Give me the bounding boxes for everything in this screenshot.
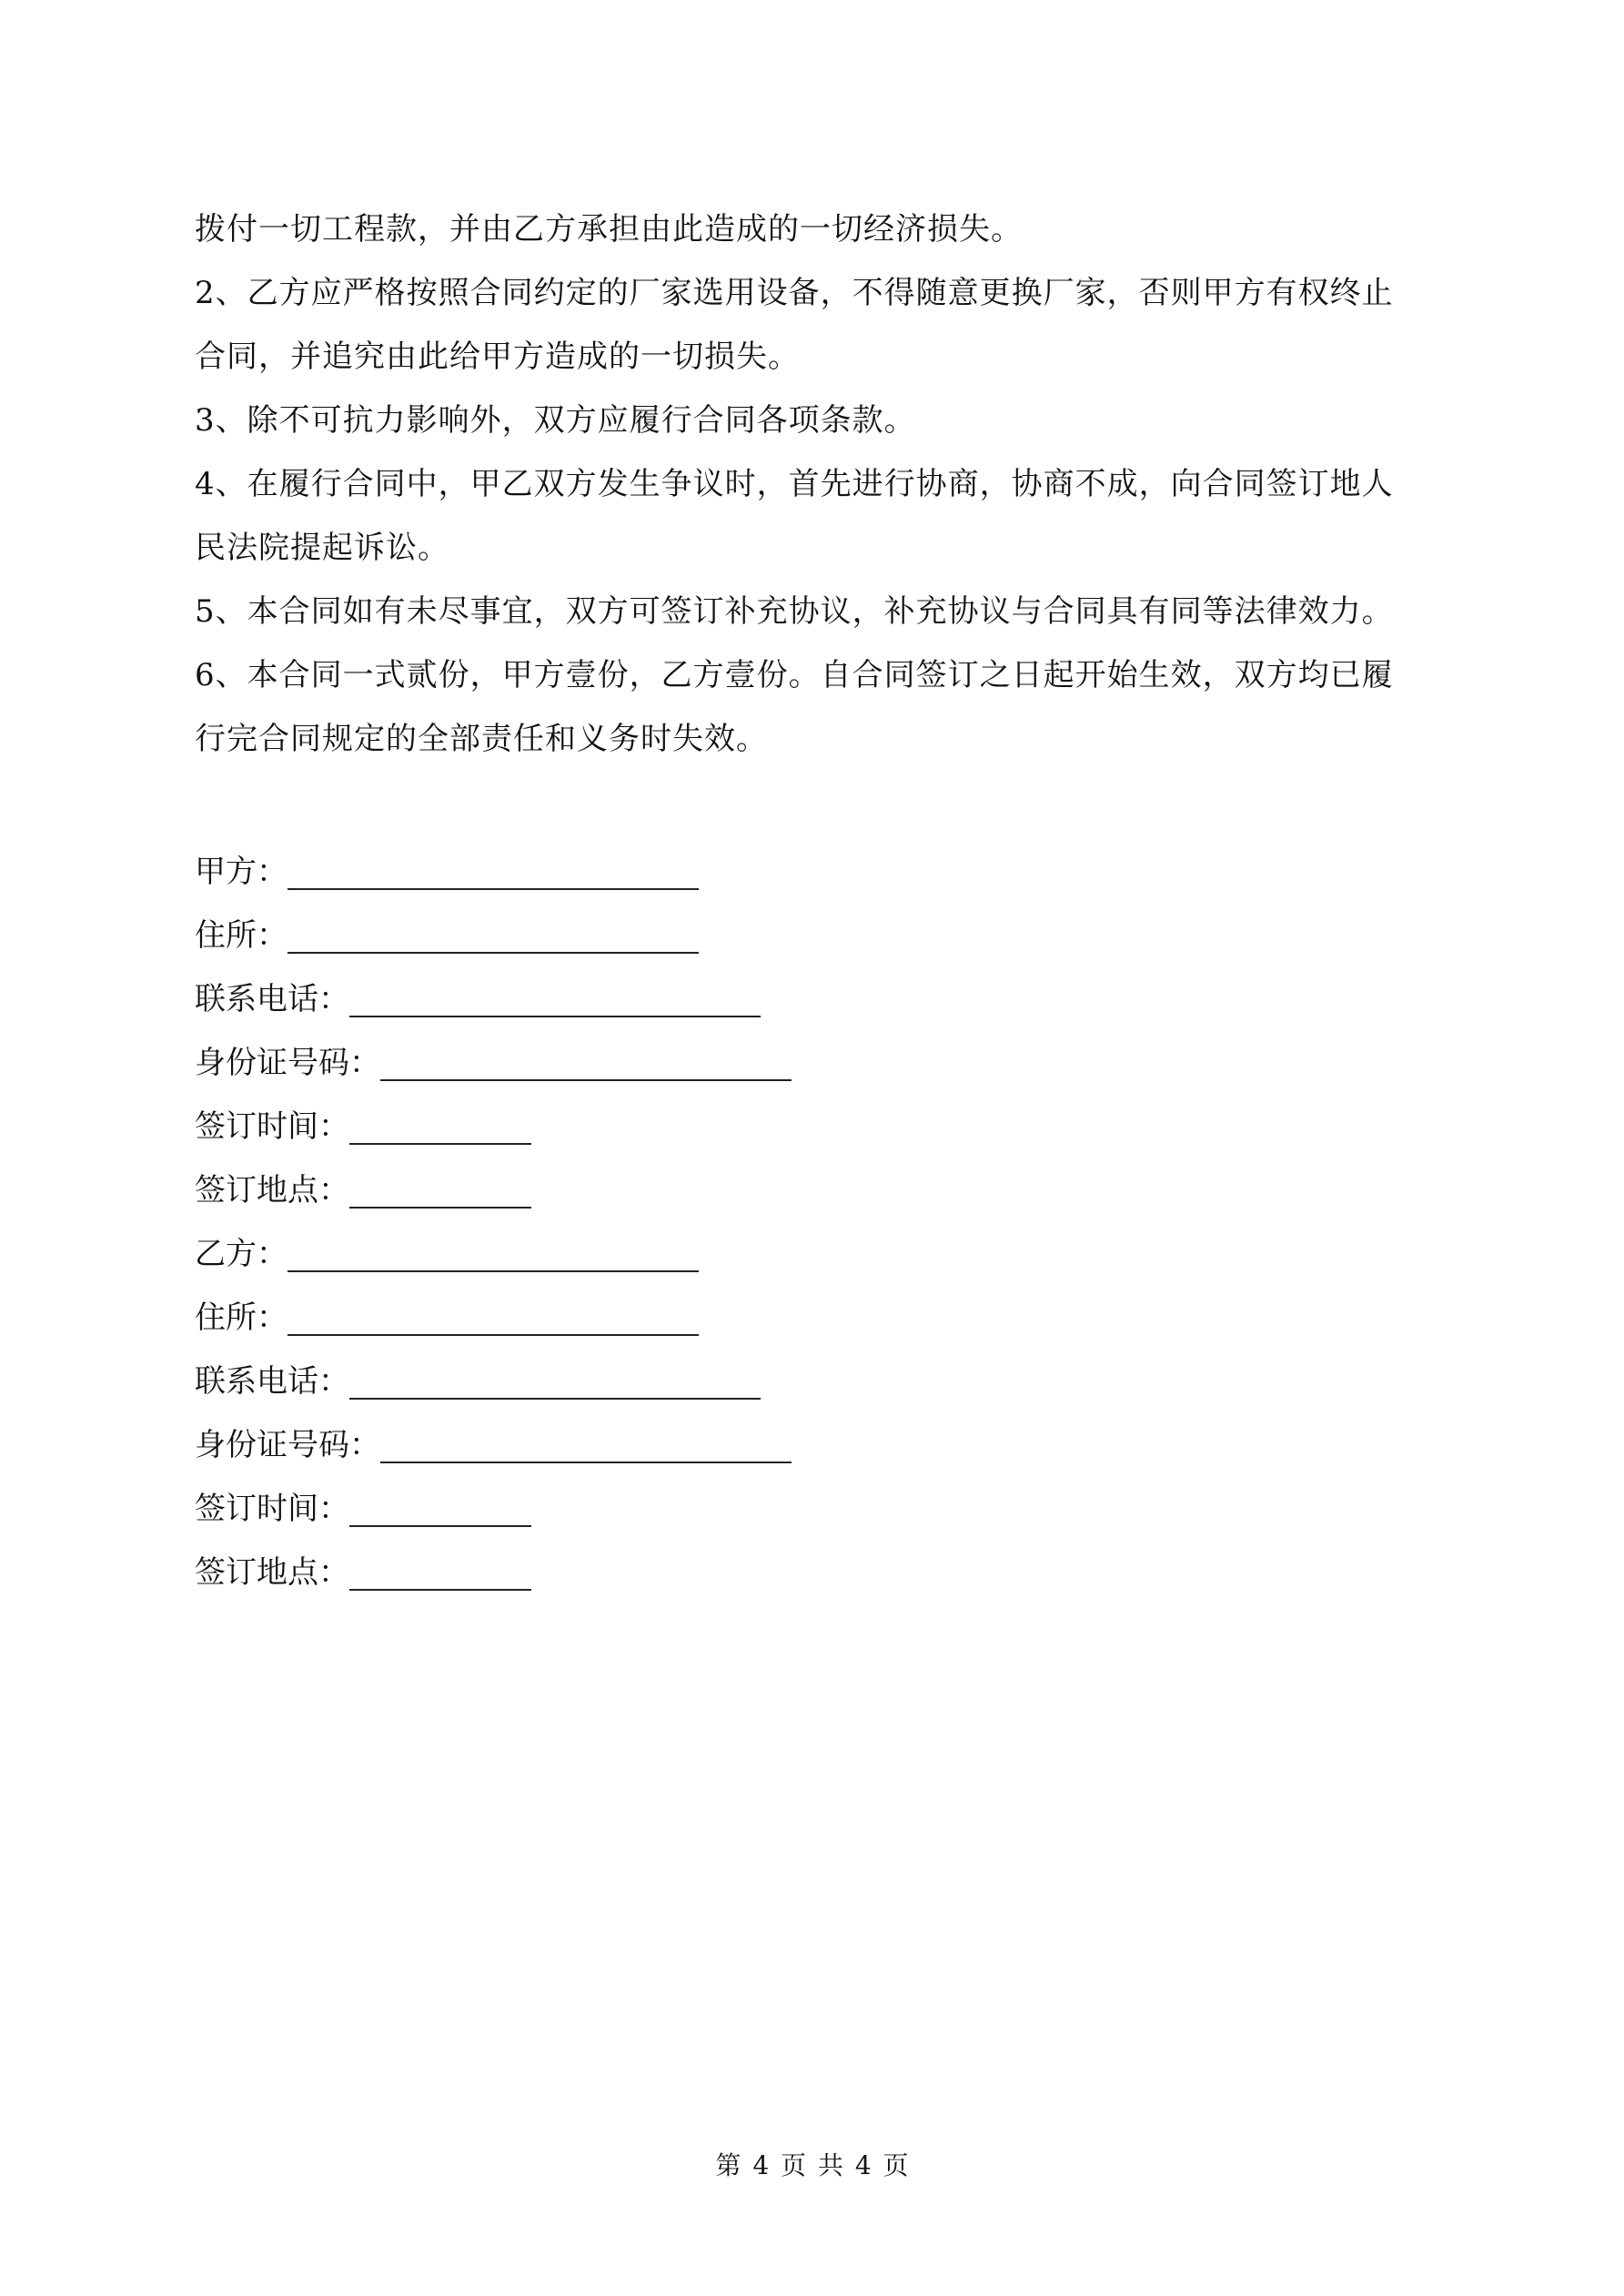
party-b-sign-time-field (195, 1491, 531, 1527)
party-a-phone-label: 联系电话： (195, 981, 349, 1017)
party-a-id-field (195, 1045, 792, 1081)
party-a-phone-blank[interactable] (349, 986, 761, 1017)
party-b-phone-label: 联系电话： (195, 1363, 349, 1400)
clause-2-line-2: 合同，并追究由此给甲方造成的一切损失。 (195, 339, 800, 375)
party-b-name-blank[interactable] (287, 1241, 699, 1272)
body-line-1: 拨付一切工程款，并由乙方承担由此造成的一切经济损失。 (195, 211, 1023, 248)
party-a-name-blank[interactable] (287, 859, 699, 890)
clause-6-line-2: 行完合同规定的全部责任和义务时失效。 (195, 721, 768, 757)
party-b-phone-field (195, 1363, 761, 1400)
party-b-id-label: 身份证号码： (195, 1427, 380, 1463)
party-b-name-field (195, 1236, 699, 1272)
party-a-phone-field (195, 981, 761, 1017)
party-a-sign-place-label: 签订地点： (195, 1172, 349, 1209)
clause-3-line-1: 3、除不可抗力影响外，双方应履行合同各项条款。 (195, 402, 916, 439)
party-b-id-blank[interactable] (380, 1432, 792, 1463)
party-a-sign-place-blank[interactable] (349, 1178, 531, 1209)
clause-4-line-1: 4、在履行合同中，甲乙双方发生争议时，首先进行协商，协商不成，向合同签订地人 (195, 466, 1394, 502)
party-a-sign-time-blank[interactable] (349, 1114, 531, 1145)
clause-2-line-1: 2、乙方应严格按照合同约定的厂家选用设备，不得随意更换厂家，否则甲方有权终止 (195, 275, 1394, 311)
party-b-id-field (195, 1427, 792, 1463)
party-b-sign-time-blank[interactable] (349, 1496, 531, 1527)
page-number-footer: 第 4 页 共 4 页 (715, 2150, 909, 2180)
party-b-sign-place-label: 签订地点： (195, 1554, 349, 1591)
party-b-address-field (195, 1300, 699, 1336)
party-a-address-label: 住所： (195, 917, 287, 954)
party-a-sign-time-field (195, 1108, 531, 1145)
clause-6-line-1: 6、本合同一式贰份，甲方壹份，乙方壹份。自合同签订之日起开始生效，双方均已履 (195, 657, 1394, 693)
party-a-sign-time-label: 签订时间： (195, 1108, 349, 1145)
party-a-id-label: 身份证号码： (195, 1045, 380, 1081)
party-a-address-field (195, 917, 699, 954)
clause-5-line-1: 5、本合同如有未尽事宜，双方可签订补充协议，补充协议与合同具有同等法律效力。 (195, 593, 1394, 630)
party-b-sign-place-field (195, 1554, 531, 1591)
party-a-id-blank[interactable] (380, 1050, 792, 1081)
party-b-sign-time-label: 签订时间： (195, 1491, 349, 1527)
party-b-phone-blank[interactable] (349, 1369, 761, 1400)
party-b-sign-place-blank[interactable] (349, 1560, 531, 1591)
clause-4-line-2: 民法院提起诉讼。 (195, 530, 449, 566)
party-b-name-label: 乙方： (195, 1236, 287, 1272)
party-a-address-blank[interactable] (287, 923, 699, 954)
party-b-address-blank[interactable] (287, 1305, 699, 1336)
party-a-sign-place-field (195, 1172, 531, 1209)
party-b-address-label: 住所： (195, 1300, 287, 1336)
party-a-name-label: 甲方： (195, 854, 287, 890)
party-a-name-field (195, 854, 699, 890)
